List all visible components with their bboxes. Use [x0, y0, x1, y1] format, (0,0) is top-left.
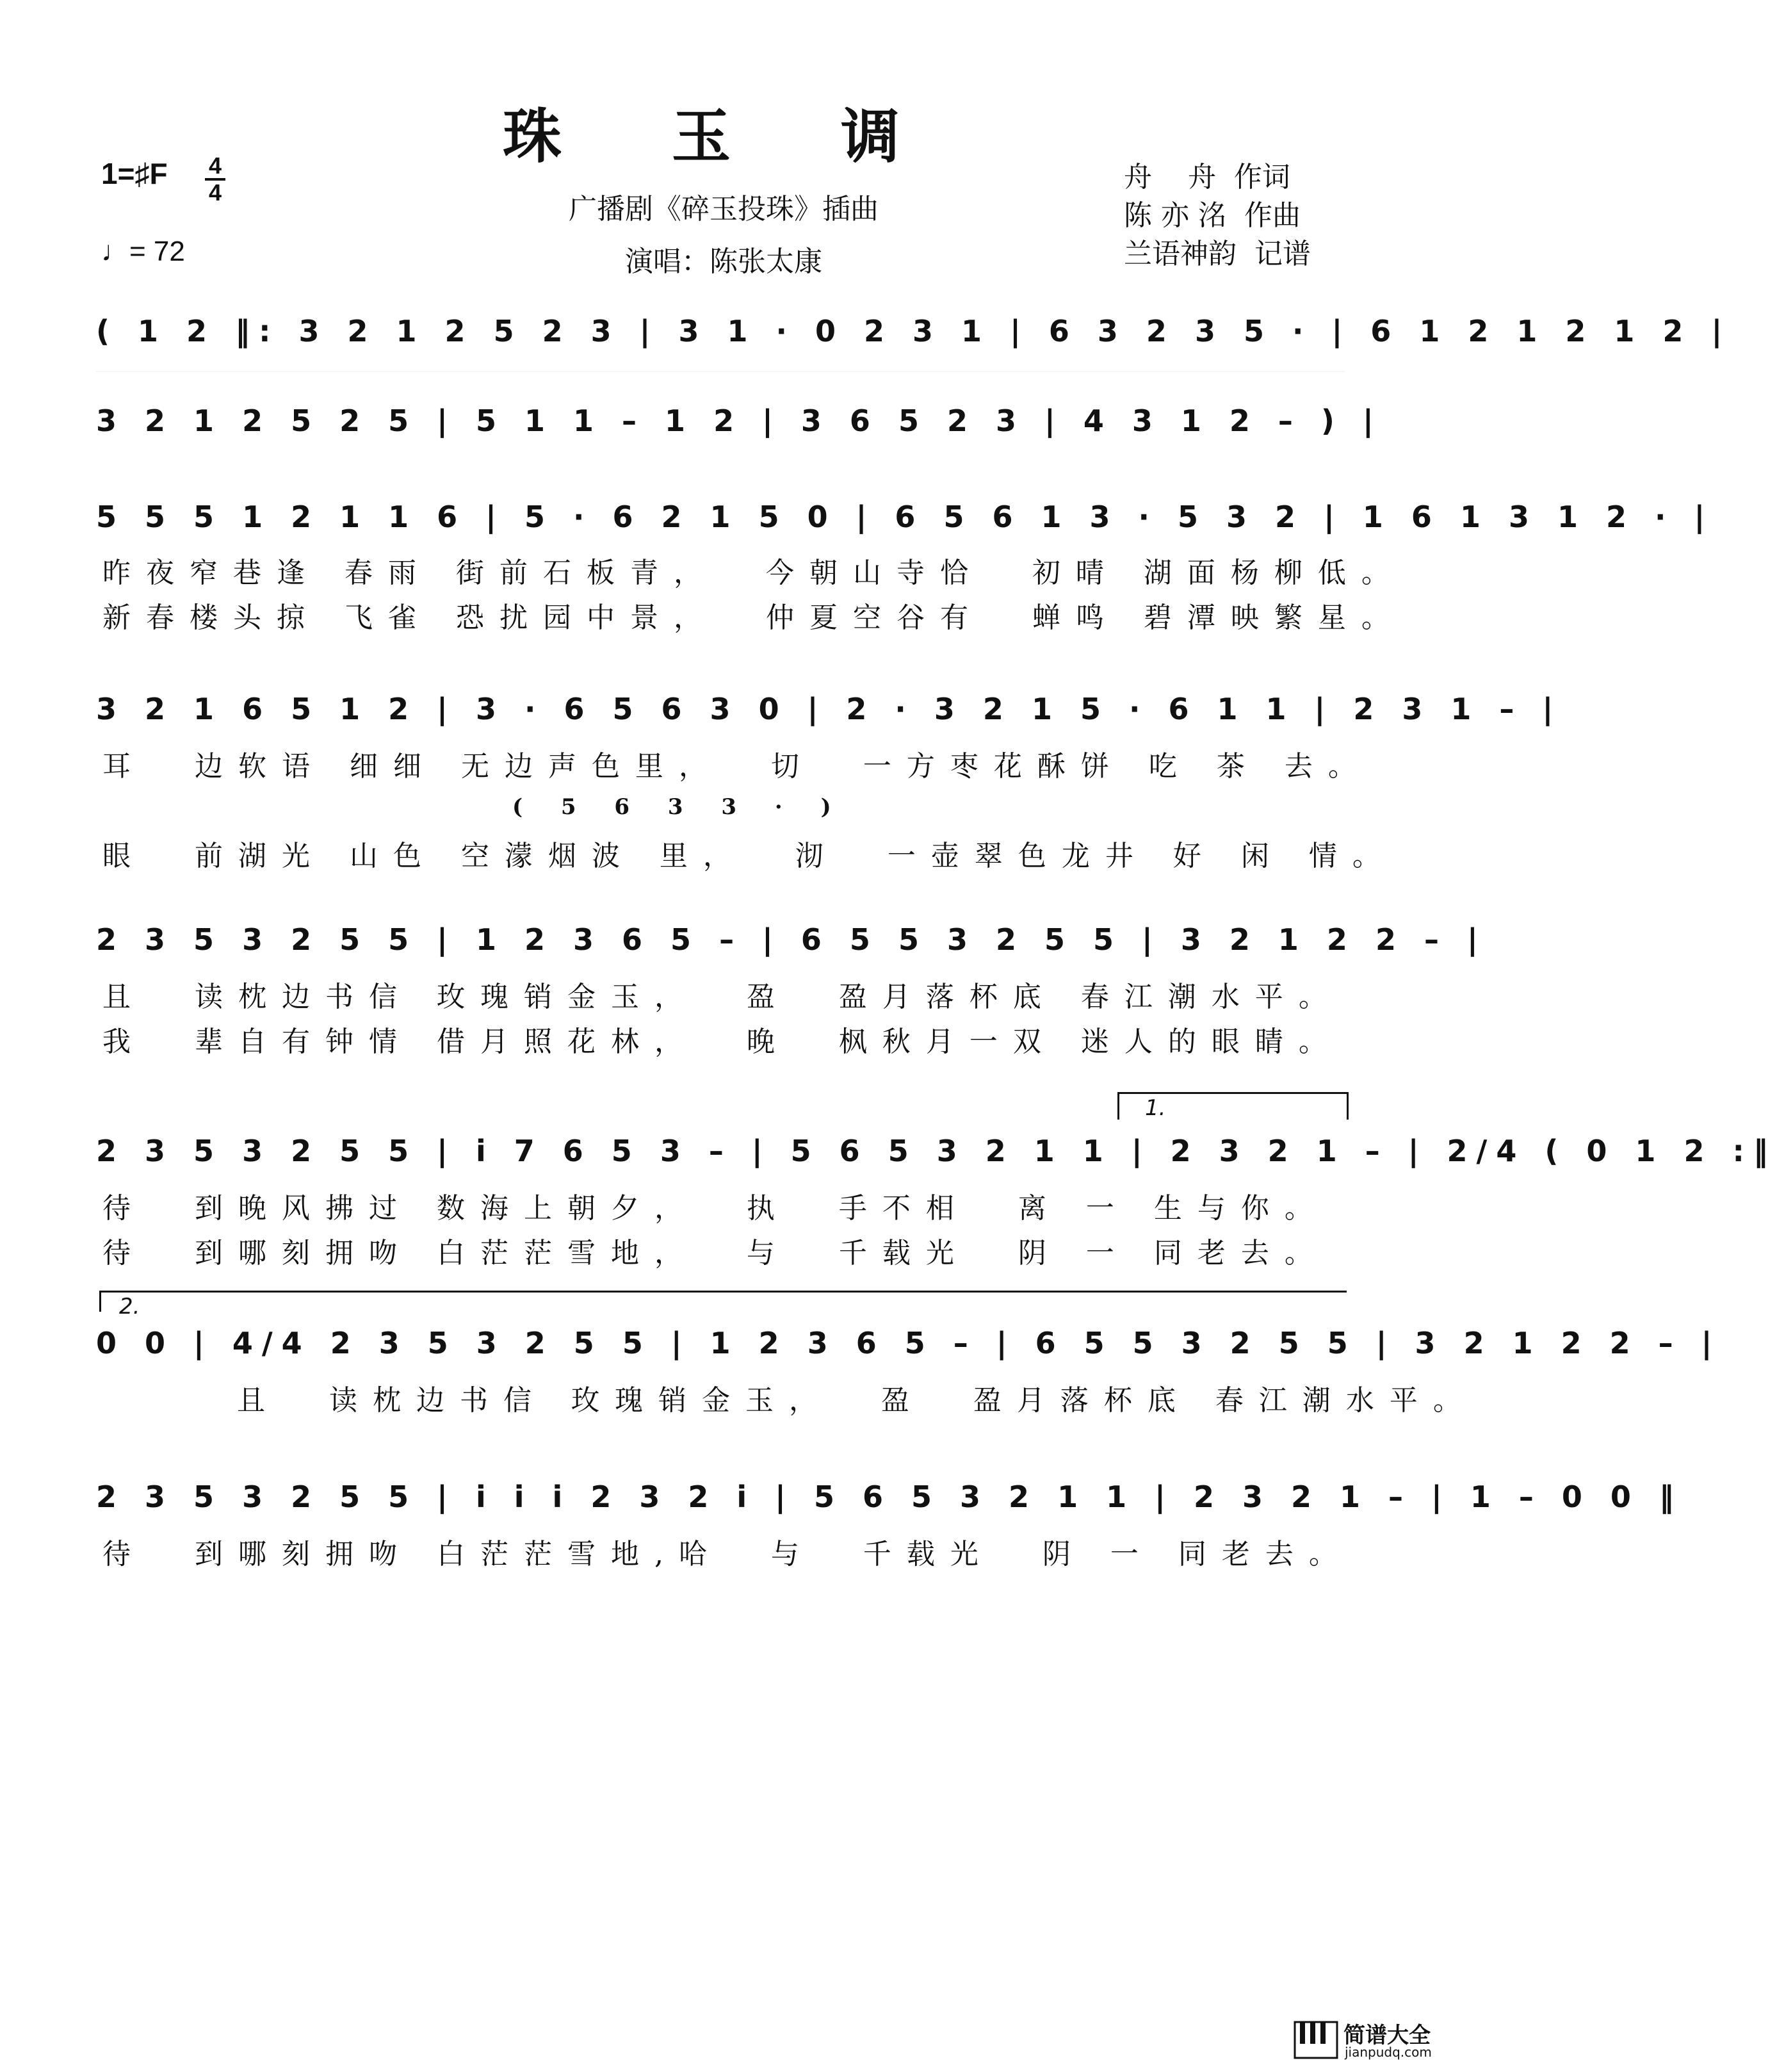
- key-signature: 1=♯F: [101, 157, 168, 190]
- piano-icon: [1294, 2021, 1338, 2059]
- second-ending-label: 2.: [119, 1294, 140, 1319]
- lyric-row-4-verse-2: 眼 前湖光 山色 空濛烟波 里， 沏 一壶翠色龙井 好 闲 情。: [102, 840, 1396, 872]
- notes-row-2: 3 2 1 2 5 2 5 | 5 1 1 – 1 2 | 3 6 5 2 3 | 4 3 1 2 – ) |: [96, 404, 1383, 438]
- first-ending-bracket: [1117, 1092, 1349, 1120]
- logo-url: jianpudq.com: [1345, 2044, 1432, 2060]
- composer-credit: 陈 亦 洺 作曲: [1124, 199, 1301, 232]
- second-ending-bracket: [99, 1291, 1347, 1319]
- lyric-row-7-verse-1: 且 读枕边书信 玫瑰销金玉， 盈 盈月落杯底 春江潮水平。: [237, 1384, 1477, 1417]
- song-title: 珠 玉 调: [502, 102, 945, 171]
- time-top: 4: [208, 152, 222, 179]
- notes-row-1: ( 1 2 ‖: 3 2 1 2 5 2 3 | 3 1 · 0 2 3 1 | 6 3 2 3 5 · | 6 1 2 1 2 1 2 |: [96, 314, 1732, 348]
- lyric-row-6-verse-1: 待 到晚风拂过 数海上朝夕， 执 手不相 离 一 生与你。: [102, 1192, 1328, 1225]
- lyricist-credit: 舟 舟 作词: [1124, 161, 1290, 193]
- lyric-row-6-verse-2: 待 到哪刻拥吻 白茫茫雪地， 与 千载光 阴 一 同老去。: [102, 1237, 1328, 1269]
- singer: 演唱：陈张太康: [625, 245, 822, 278]
- lyric-row-5-verse-2: 我 辈自有钟情 借月照花林， 晚 枫秋月一双 迷人的眼睛。: [102, 1025, 1342, 1058]
- subtitle: 广播剧《碎玉投珠》插曲: [569, 193, 879, 225]
- first-ending-label: 1.: [1145, 1095, 1166, 1121]
- lyric-row-5-verse-1: 且 读枕边书信 玫瑰销金玉， 盈 盈月落杯底 春江潮水平。: [102, 981, 1342, 1013]
- notes-row-8: 2 3 5 3 2 5 5 | i i i 2 3 2 i | 5 6 5 3 2 1 1 | 2 3 2 1 – | 1 – 0 0 ‖: [96, 1480, 1683, 1514]
- notes-row-7: 0 0 | 4/4 2 3 5 3 2 5 5 | 1 2 3 6 5 – | 6 5 5 3 2 5 5 | 3 2 1 2 2 – |: [96, 1326, 1721, 1360]
- lyric-row-4-verse-1: 耳 边软语 细细 无边声色里， 切 一方枣花酥饼 吃 茶 去。: [102, 750, 1372, 783]
- lyric-row-3-verse-2: 新春楼头掠 飞雀 恐扰园中景， 仲夏空谷有 蝉鸣 碧潭映繁星。: [102, 601, 1405, 634]
- lyric-row-8-verse-1: 待 到哪刻拥吻 白茫茫雪地,哈 与 千载光 阴 一 同老去。: [102, 1538, 1352, 1570]
- notes-row-5: 2 3 5 3 2 5 5 | 1 2 3 6 5 – | 6 5 5 3 2 5 5 | 3 2 1 2 2 – |: [96, 922, 1487, 957]
- site-logo: [1294, 2018, 1434, 2062]
- notes-row-3: 5 5 5 1 2 1 1 6 | 5 · 6 2 1 5 0 | 6 5 6 1 3 · 5 3 2 | 1 6 1 3 1 2 · |: [96, 500, 1714, 534]
- logo-name: 简谱大全: [1343, 2023, 1431, 2048]
- tempo-mark: ♩= 72: [101, 236, 185, 267]
- lyric-row-3-verse-1: 昨夜窄巷逢 春雨 街前石板青， 今朝山寺恰 初晴 湖面杨柳低。: [102, 557, 1405, 589]
- notes-row-4: 3 2 1 6 5 1 2 | 3 · 6 5 6 3 0 | 2 · 3 2 1 5 · 6 1 1 | 2 3 1 – |: [96, 692, 1562, 726]
- variant-notes: ( 5 6 3 3 · ): [512, 794, 847, 820]
- time-bottom: 4: [208, 179, 222, 206]
- transcriber-credit: 兰语神韵 记谱: [1124, 238, 1311, 270]
- notes-row-6: 2 3 5 3 2 5 5 | i 7 6 5 3 – | 5 6 5 3 2 1 1 | 2 3 2 1 – | 2/4 ( 0 1 2 :‖: [96, 1134, 1777, 1168]
